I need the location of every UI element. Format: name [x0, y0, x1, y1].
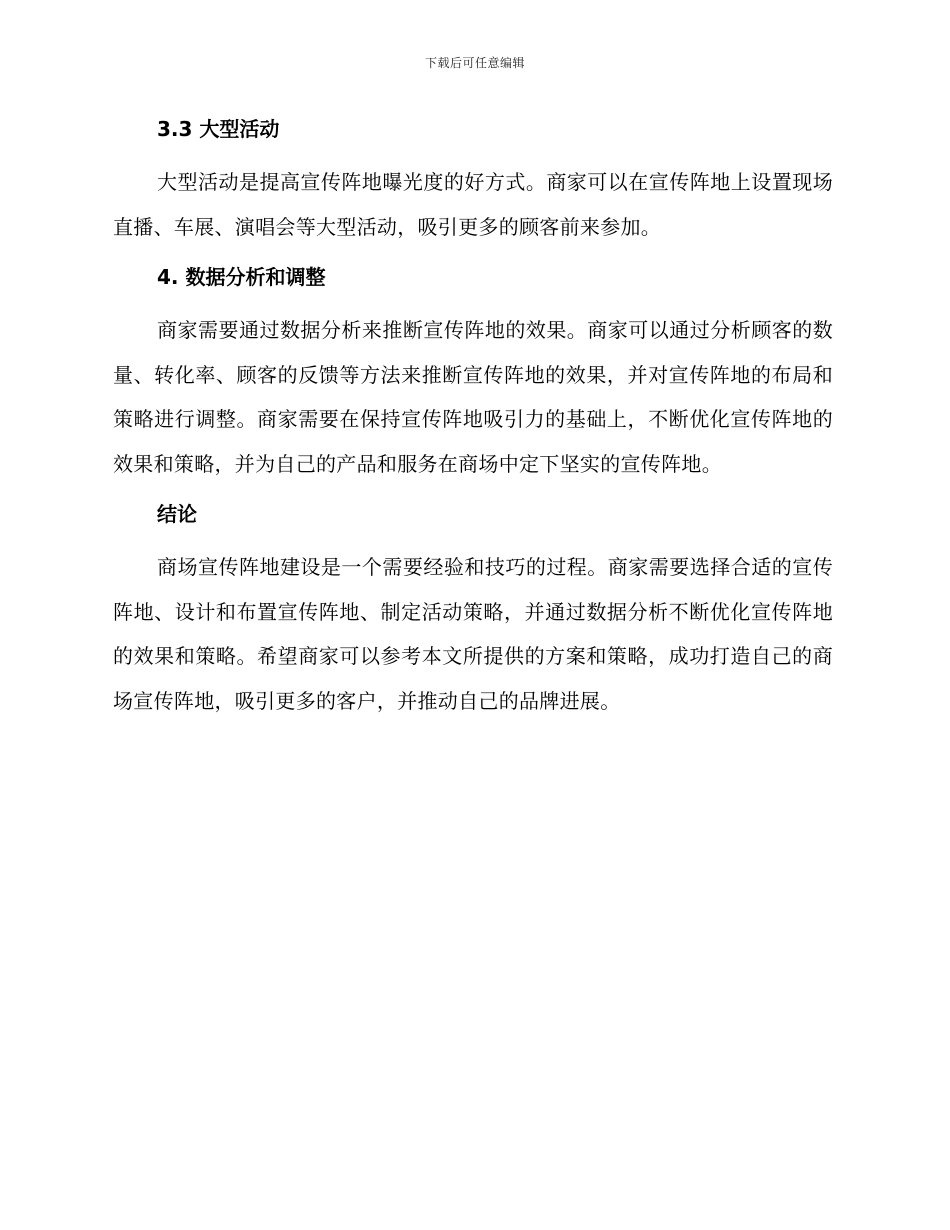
- section-heading-large-events: 3.3 大型活动: [157, 117, 280, 141]
- section-paragraph-conclusion: 商场宣传阵地建设是一个需要经验和技巧的过程。商家需要选择合适的宣传阵地、设计和布置宣传阵地、制定活动策略，并通过数据分析不断优化宣传阵地的效果和策略。希望商家可以参考本文所提供的方案和策略，成功打造自己的商场宣传阵地，吸引更多的客户，并推动自己的品牌进展。: [113, 555, 833, 713]
- header-note: 下载后可任意编辑: [424, 56, 525, 70]
- section-paragraph-large-events: 大型活动是提高宣传阵地曝光度的好方式。商家可以在宣传阵地上设置现场直播、车展、演唱会等大型活动，吸引更多的顾客前来参加。: [113, 170, 833, 239]
- section-heading-conclusion: 结论: [157, 502, 197, 526]
- document-body: [113, 112, 833, 723]
- section-paragraph-data-analysis: 商家需要通过数据分析来推断宣传阵地的效果。商家可以通过分析顾客的数量、转化率、顾客的反馈等方法来推断宣传阵地的效果，并对宣传阵地的布局和策略进行调整。商家需要在保持宣传阵地吸引力的基础上，不断优化宣传阵地的效果和策略，并为自己的产品和服务在商场中定下坚实的宣传阵地。: [113, 318, 833, 476]
- section-heading-data-analysis: 4. 数据分析和调整: [157, 265, 326, 289]
